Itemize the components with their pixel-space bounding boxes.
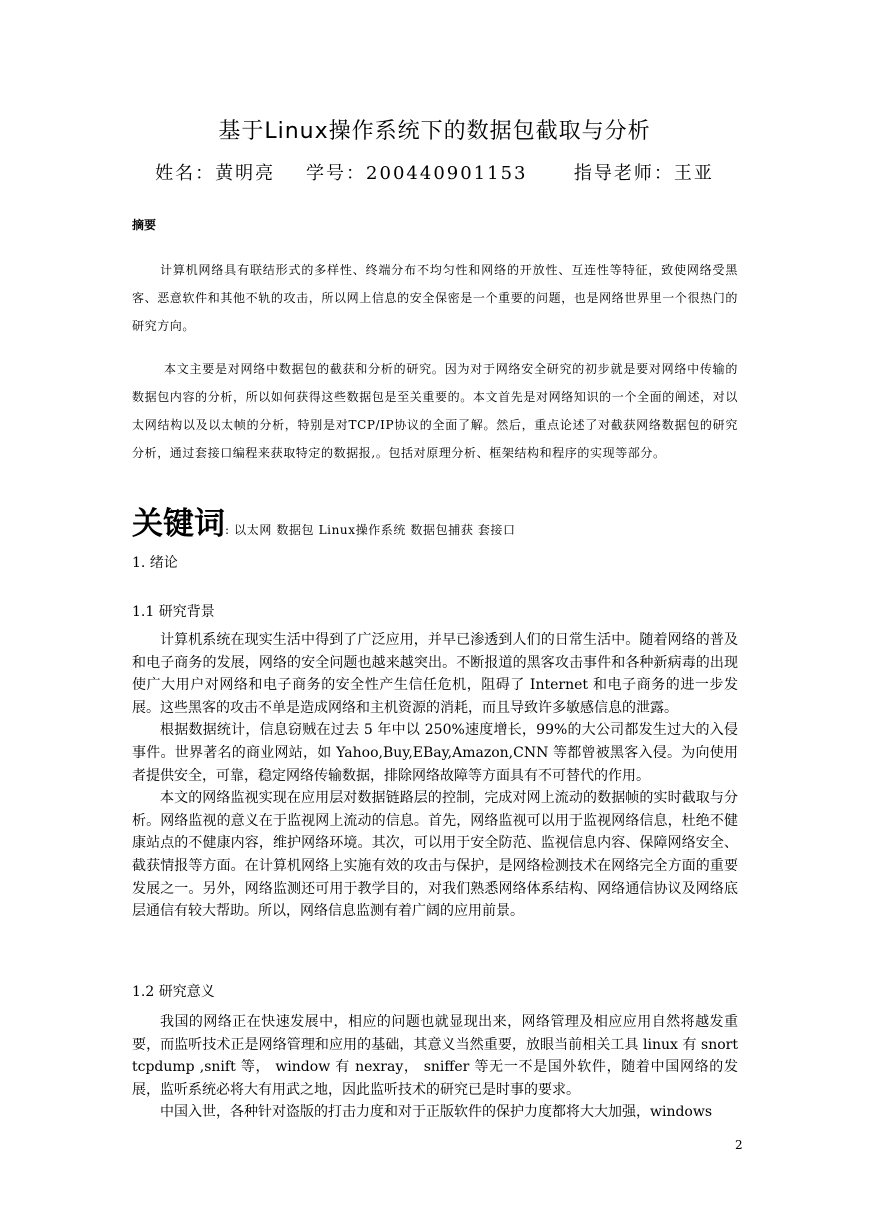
author-info: 姓名：黄明亮 学号：200440901153 指导老师：王亚 [155, 163, 714, 184]
body-paragraph: 本文的网络监视实现在应用层对数据链路层的控制，完成对网上流动的数据帧的实时截取与分析。网络监视的意义在于监视网上流动的信息。首先，网络监视可以用于监视网络信息，杜绝不健康站点的不健康内容，维护网络环境。其次，可以用于安全防范、监视信息内容、保障网络安全、截获情报等方面。在计算机网络上实施有效的攻击与保护，是网络检测技术在网络完全方面的重要发展之一。另外，网络监测还可用于教学目的，对我们熟悉网络体系结构、网络通信协议及网络底层通信有较大帮助。所以，网络信息监测有着广阔的应用前景。 [132, 790, 738, 920]
keywords-label: 关键词 [132, 506, 225, 542]
abstract-paragraph: 本文主要是对网络中数据包的截获和分析的研究。因为对于网络安全研究的初步就是要对网络中传输的数据包内容的分析，所以如何获得这些数据包是至关重要的。本文首先是对网络知识的一个全面的阐述，对以太网结构以及以太帧的分析，特别是对TCP/IP协议的全面了解。然后，重点论述了对截获网络数据包的研究分析，通过套接口编程来获取特定的数据报,。包括对原理分析、框架结构和程序的实现等部分。 [132, 362, 738, 460]
paper-title: 基于Linux操作系统下的数据包截取与分析 [218, 119, 651, 144]
section-1-1-body [132, 629, 738, 923]
keywords-colon: : [225, 523, 230, 537]
section-heading-1-2: 1.2 研究意义 [132, 984, 215, 1000]
keywords-list: 以太网 数据包 Linux操作系统 数据包捕获 套接口 [234, 523, 516, 537]
abstract-heading: 摘要 [132, 218, 157, 232]
body-paragraph: 中国入世，各种针对盗版的打击力度和对于正版软件的保护力度都将大大加强，windows [160, 1104, 713, 1121]
abstract-paragraph: 计算机网络具有联结形式的多样性、终端分布不均匀性和网络的开放性、互连性等特征，致使网络受黑客、恶意软件和其他不轨的攻击，所以网上信息的安全保密是一个重要的问题，也是网络世界里一个很热门的研究方向。 [132, 263, 738, 333]
section-heading-1: 1. 绪论 [132, 555, 178, 571]
keywords-line [132, 498, 752, 543]
body-paragraph: 根据数据统计，信息窃贼在过去 5 年中以 250%速度增长，99%的大公司都发生过大的入侵事件。世界著名的商业网站，如 Yahoo,Buy,EBay,Amazon,CNN 等都曾被黑客入侵。为向使用者提供安全，可靠，稳定网络传输数据，排除网络故障等方面具有不可替代的作用。 [132, 722, 738, 784]
section-heading-1-1: 1.1 研究背景 [132, 604, 215, 620]
body-paragraph: 计算机系统在现实生活中得到了广泛应用，并早已渗透到人们的日常生活中。随着网络的普及和电子商务的发展，网络的安全问题也越来越突出。不断报道的黑客攻击事件和各种新病毒的出现使广大用户对网络和电子商务的安全性产生信任危机，阻碍了 Internet 和电子商务的进一步发展。这些黑客的攻击不单是造成网络和主机资源的消耗，而且导致许多敏感信息的泄露。 [132, 632, 738, 716]
page-number: 2 [735, 1138, 743, 1152]
body-paragraph: 我国的网络正在快速发展中，相应的问题也就显现出来，网络管理及相应应用自然将越发重要，而监听技术正是网络管理和应用的基础，其意义当然重要，放眼当前相关工具 linux 有 snort tcpdump ,snift 等， window 有 nexray， sniffer 等无一不是国外软件，随着中国网络的发展，监听系统必将大有用武之地，因此监听技术的研究已是时事的要求。 [132, 1014, 738, 1098]
section-1-2-body [132, 1011, 738, 1124]
